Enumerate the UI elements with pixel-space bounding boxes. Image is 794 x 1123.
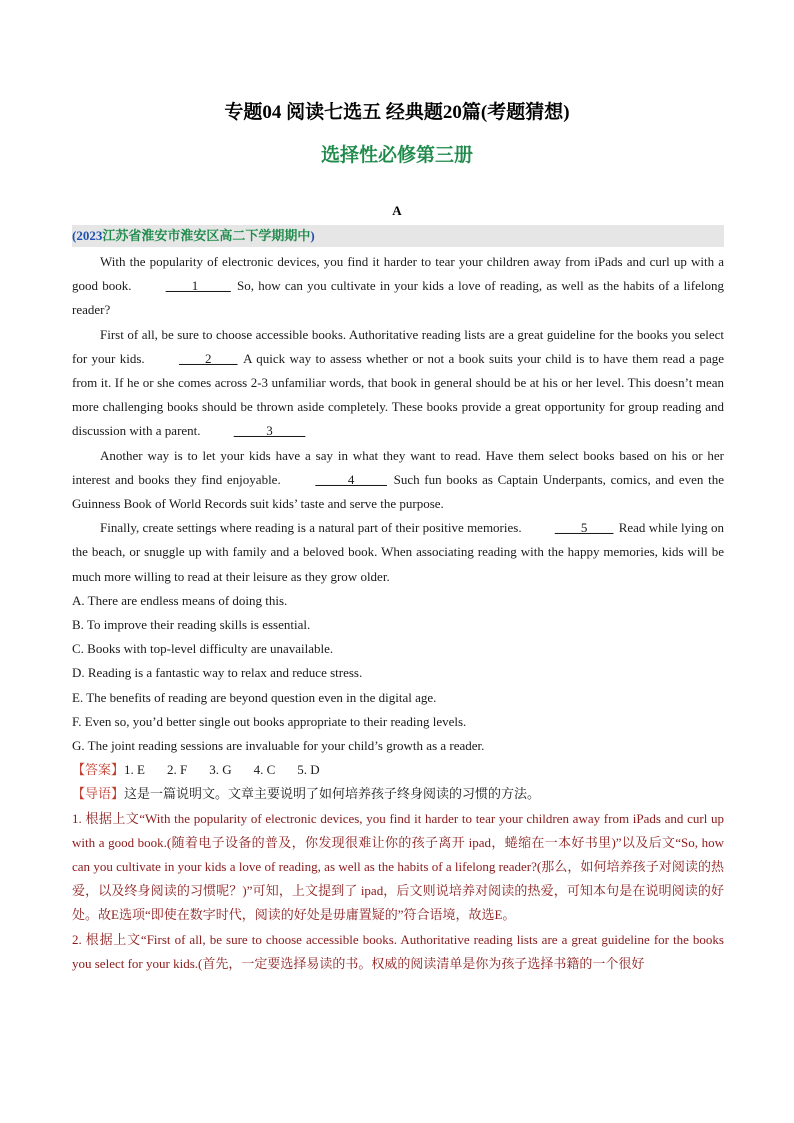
blank-4: _____4_____: [315, 471, 387, 487]
passage-text: Read while lying on the beach, or snuggle up with family and a beloved book. When associating reading with the happy memories, kids will be much more willing to read at their leisure as they grow older.: [72, 520, 724, 584]
passage-paragraph-3: [72, 444, 724, 517]
guide-label: 【导语】: [72, 786, 125, 802]
guide-text: 这是一篇说明文。文章主要说明了如何培养孩子终身阅读的习惯的方法。: [124, 786, 541, 802]
page-title: 专题04 阅读七选五 经典题20篇(考题猜想): [224, 102, 570, 123]
option-e: E. The benefits of reading are beyond question even in the digital age.: [72, 689, 437, 705]
option-d: D. Reading is a fantastic way to relax and reduce stress.: [72, 665, 363, 681]
passage-text: First of all, be sure to choose accessible books. Authoritative reading lists are a great guideline for the books you select for your kids.: [72, 326, 724, 366]
passage-text: With the popularity of electronic devices, you find it harder to tear your children away from iPads and curl up with a good book.: [72, 254, 724, 294]
source-text: 江苏省淮安市淮安区高二下学期期中: [102, 228, 311, 243]
source-bar: [72, 225, 724, 247]
passage-paragraph-2: [72, 323, 724, 444]
answer-label: 【答案】: [72, 762, 125, 778]
passage-paragraph-1: [72, 250, 724, 323]
answer-1: 1. E: [124, 762, 145, 778]
explanations: [72, 807, 724, 976]
page-subtitle: 选择性必修第三册: [320, 145, 473, 166]
source-year: (2023: [72, 228, 103, 243]
option-b: B. To improve their reading skills is essential.: [72, 617, 311, 633]
passage-text: So, how can you cultivate in your kids a love of reading, as well as the habits of a lifelong reader?: [72, 278, 725, 318]
document-body: [72, 250, 724, 976]
option-a: A. There are endless means of doing this.: [72, 592, 288, 608]
answer-5: 5. D: [297, 762, 320, 778]
answer-3: 3. G: [209, 762, 232, 778]
passage-text: Another way is to let your kids have a say in what they want to read. Have them select books based on his or her interest and books they find enjoyable.: [72, 447, 724, 487]
option-g: G. The joint reading sessions are invaluable for your child’s growth as a reader.: [72, 738, 485, 754]
blank-3: _____3_____: [233, 423, 306, 439]
passage-text: Finally, create settings where reading is a natural part of their positive memories.: [100, 520, 525, 536]
explanation-2: 2. 根据上文“First of all, be sure to choose accessible books. Authoritative reading lists are a great guideline for the books you select for your kids.(首先，一定要选择易读的书。权威的阅读清单是你为孩子选择书籍的一个很好: [72, 931, 724, 971]
answer-2: 2. F: [166, 762, 188, 778]
passage-paragraph-4: [72, 516, 724, 589]
explanation-1: 1. 根据上文“With the popularity of electronic devices, you find it harder to tear your children away from iPads and curl up with a good book.(随着电子设备的普及，你发现很难让你的孩子离开 ipad，蜷缩在一本好书里)”以及后文“So, how can you cultivate in your kids a love of reading, as well as the habits of a lifelong reader?(那么，如何培养孩子对阅读的热爱，以及终身阅读的习惯呢？)”可知，上文提到了 ipad，后文则说培养对阅读的热爱，可知本句是在说明阅读的好处。故E选项“即使在数字时代，阅读的好处是毋庸置疑的”符合语境，故选E。: [72, 810, 724, 923]
passage-text: Such fun books as Captain Underpants, comics, and even the Guinness Book of World Records suit kids’ taste and serve the purpose.: [72, 471, 724, 512]
option-f: F. Even so, you’d better single out books appropriate to their reading levels.: [72, 713, 467, 729]
guide-line: [72, 782, 724, 806]
answer-line: [72, 758, 724, 782]
answer-values: [124, 762, 342, 777]
blank-2: ____2____: [179, 350, 238, 366]
option-list: [72, 589, 724, 758]
blank-5: ____5____: [554, 520, 614, 536]
source-close: ): [310, 228, 315, 243]
option-c: C. Books with top-level difficulty are unavailable.: [72, 641, 334, 657]
passage-text: A quick way to assess whether or not a book suits your child is to have them read a page from it. If he or she comes across 2-3 unfamiliar words, that book in general should be at his or her level. This doesn’t mean more challenging books should be thrown aside completely. These books provide a great opportunity for group reading and discussion with a parent.: [72, 350, 724, 439]
section-letter: A: [392, 203, 402, 218]
blank-1: ____1_____: [165, 278, 231, 294]
answer-4: 4. C: [253, 762, 276, 778]
